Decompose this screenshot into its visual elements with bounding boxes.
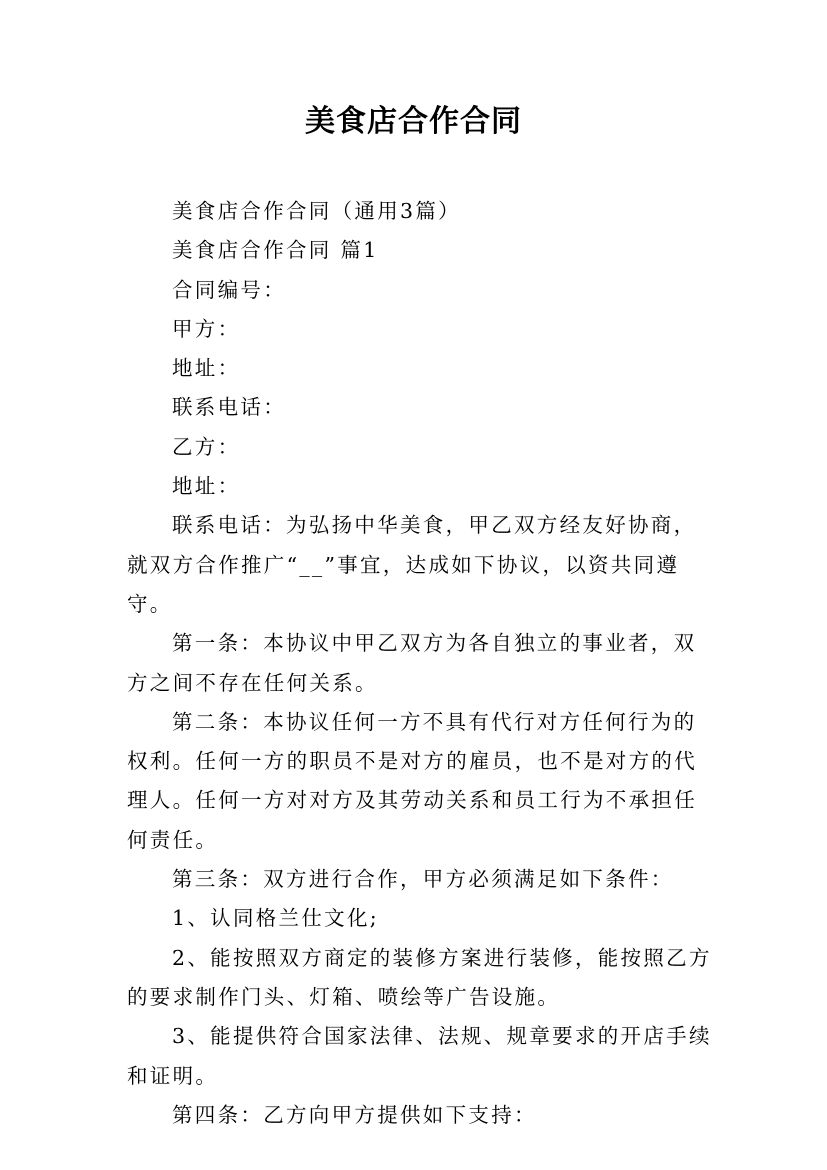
paragraph-article-4: 第四条：乙方向甲方提供如下支持： (172, 1102, 537, 1127)
paragraph-article-3: 第三条：双方进行合作，甲方必须满足如下条件： (172, 867, 674, 892)
paragraph-party-a-address: 地址： (172, 356, 241, 381)
paragraph-party-b-address: 地址： (172, 474, 241, 499)
paragraph-part-heading: 美食店合作合同 篇1 (172, 238, 379, 263)
document-title: 美食店合作合同 (305, 104, 522, 139)
paragraph-party-a: 甲方： (172, 316, 241, 341)
paragraph-article-1: 第一条：本协议中甲乙双方为各自独立的事业者，双方之间不存在任何关系。 (127, 631, 697, 695)
paragraph-preamble: 联系电话：为弘扬中华美食，甲乙双方经友好协商，就双方合作推广“__”事宜，达成如下协议，以资共同遵守。 (127, 513, 697, 616)
paragraph-subtitle: 美食店合作合同（通用3篇） (172, 199, 461, 223)
paragraph-party-b: 乙方： (172, 434, 241, 459)
paragraph-condition-1: 1、认同格兰仕文化; (172, 906, 379, 931)
paragraph-condition-3: 3、能提供符合国家法律、法规、规章要求的开店手续和证明。 (127, 1024, 712, 1088)
paragraph-article-2: 第二条：本协议任何一方不具有代行对方任何行为的权利。任何一方的职员不是对方的雇员，也不是对方的代理人。任何一方对对方及其劳动关系和员工行为不承担任何责任。 (127, 709, 697, 852)
document-body (127, 192, 717, 1135)
paragraph-contract-number: 合同编号： (172, 277, 286, 302)
paragraph-party-a-phone: 联系电话： (172, 395, 286, 420)
paragraph-condition-2: 2、能按照双方商定的装修方案进行装修，能按照乙方的要求制作门头、灯箱、喷绘等广告设施。 (127, 945, 712, 1009)
